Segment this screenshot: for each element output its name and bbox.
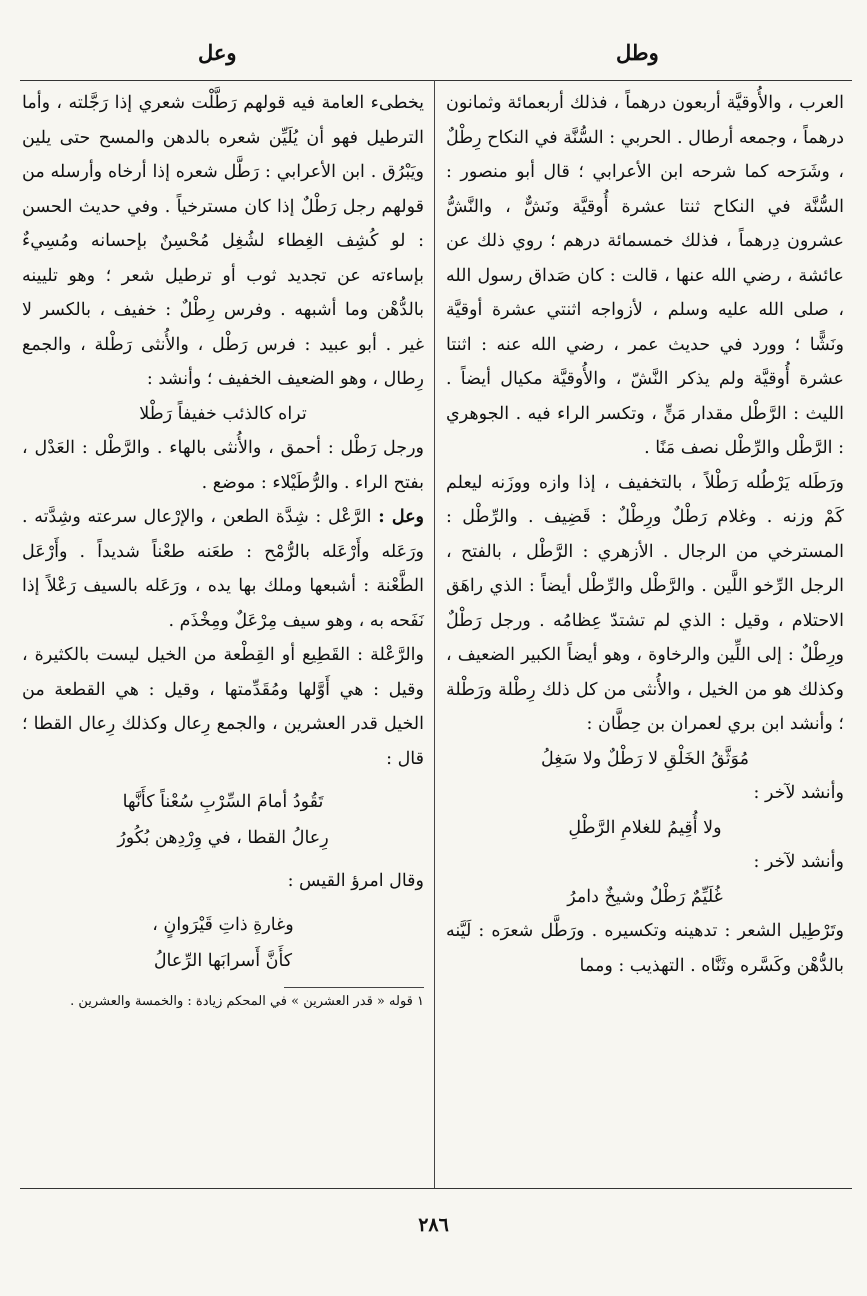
verse: ولا أُقِيمُ للغلامِ الرَّطْلِ <box>568 817 722 838</box>
paragraph: وقال امرؤ القيس : <box>287 871 424 891</box>
paragraph: ورجل رَطْل : أحمق ، والأُنثى بالهاء . والرَّطْل : العَدْل ، بفتح الراء . والرُّطَيْلاء : موضع . <box>22 438 424 493</box>
verse-line: وغارةِ ذاتِ قَيْرَوانٍ ، <box>152 914 294 935</box>
paragraph: وتَرْطِيل الشعر : تدهينه وتكسيره . ورَطَّل شعرَه : لَيَّنه بالدُّهْن وكَسَّره وثَنَّاه . التهذيب : ومما <box>446 921 844 976</box>
paragraph: العرب ، والأُوقيَّة أربعون درهماً ، فذلك أربعمائة وثمانون درهماً ، وجمعه أرطال . الحربي : السُّنَّة في النكاح رِطْلٌ ، وشَرَحه كما شرحه ابن الأعرابي ؛ قال أبو منصور : السُّنَّة في النكاح ثنتا عشرة أُوقيَّة ونَشٌّ ، والنَّشُّ عشرون دِرهماً ، فذلك خمسمائة درهم ؛ روي ذلك عن عائشة ، رضي الله عنها ، قالت : كان صَداق رسول الله ، صلى الله عليه وسلم ، لأزواجه اثنتي عشرة أوقيَّة ونَشًّا ؛ وورد في حديث عمر ، رضي الله عنه : اثنتا عشرة أُوقيَّة ولم يذكر النَّشّ ، والأُوقيَّة مكيال أيضاً . الليث : الرَّطْل مقدار مَنٍّ ، وتكسر الراء فيه . الجوهري : الرَّطْل والرِّطْل نصف مَنًا . <box>446 93 844 458</box>
paragraph: ورَطَله يَرْطُله رَطْلاً ، بالتخفيف ، إذا وازه ووزَنه ليعلم كَمْ وزنه . وغلام رَطْلٌ ورِطْلٌ : قَضِيف . والرِّطْل : المسترخي من الرجال . الأزهري : الرَّطْل ، بالفتح ، الرجل الرِّخو اللَّين . والرَّطْل والرِّطْل أيضاً : الذي راهَق الاحتلام ، وقيل : الذي لم تشتدّ عِظامُه . ورجل رَطْلٌ ورِطْلٌ : إلى اللِّين والرخاوة ، وهو أيضاً الكبير الضعيف ، وكذلك هو من الخيل ، والأُنثى من كل ذلك رِطْلة ورَطْلة ؛ وأنشد ابن بري لعمران بن حِطَّان : <box>446 472 844 734</box>
column-divider <box>434 80 435 1188</box>
verse-line: كأَنَّ أَسرابَها الرِّعالُ <box>153 950 293 971</box>
verse: مُوَثَّقُ الخَلْقِ لا رَطْلٌ ولا سَغِلُ <box>541 748 749 769</box>
header-left-word: وعل <box>198 40 237 65</box>
entry-head: وعل : <box>378 507 424 527</box>
verse: غُلَيِّمٌ رَطْلٌ وشيخٌ دامرُ <box>567 886 723 907</box>
verse-couplet <box>22 784 424 856</box>
top-rule <box>20 80 852 81</box>
footnote: ١ قوله « قدر العشرين » في المحكم زيادة : والخمسة والعشرين . <box>70 993 424 1009</box>
left-column <box>22 86 424 1012</box>
verse-line: رِعالُ القطا ، في وِرْدِهن بُكُورُ <box>117 828 329 848</box>
right-column <box>446 86 844 983</box>
verse: تراه كالذئب خفيفاً رَطْلا <box>139 403 307 424</box>
header-right-word: وطل <box>616 40 659 65</box>
paragraph: والرَّعْلة : القَطِيع أو القِطْعة من الخيل ليست بالكثيرة ، وقيل : هي أَوَّلها ومُقَدِّمتها ، وقيل : هي القطعة من الخيل قدر العشرين ، والجمع رِعال وكذلك رِعال القطا ؛ قال : <box>22 645 424 769</box>
paragraph: وأنشد لآخر : <box>753 852 844 872</box>
footnote-rule <box>284 987 424 988</box>
verse-couplet <box>22 907 424 979</box>
entry-paragraph <box>22 500 424 638</box>
paragraph: وأنشد لآخر : <box>753 783 844 803</box>
entry-text: الرَّعْل : شِدَّة الطعن ، والإرْعال سرعته وشِدَّته . ورَعَله وأَرْعَله بالرُّمْح : طعَنه طعْناً شديداً . وأَرْعَل الطَّعْنة : أشبعها وملك بها يده ، ورَعَله بالسيف رَعْلاً إذا نَفَحه به ، وهو سيف مِرْعَلٌ ومِخْذَم . <box>22 507 424 631</box>
paragraph: يخطىء العامة فيه قولهم رَطَّلْت شعري إذا رَجَّلته ، وأما الترطيل فهو أن يُلَيِّن شعره بالدهن والمسح حتى يلين ويَبْرُق . ابن الأعرابي : رَطَّل شعره إذا أرخاه وأرسله من قولهم رجل رَطْلٌ إذا كان مسترخياً . وفي حديث الحسن : لو كُشِف الغِطاء لشُغِل مُحْسِنٌ بإحسانه ومُسِيءٌ بإساءته عن تجديد ثوب أو ترطيل شعر ؛ وهو تليينه بالدُّهْن وما أشبهه . وفرس رِطْلٌ : خفيف ، بالكسر لا غير . أبو عبيد : فرس رَطْل ، والأُنثى رَطْلة ، والجمع رِطال ، وهو الضعيف الخفيف ؛ وأنشد : <box>22 93 424 389</box>
verse-line: تَقُودُ أمامَ السِّرْبِ سُعْناً كأَنَّها <box>122 792 324 812</box>
page-number: ٢٨٦ <box>418 1214 449 1236</box>
bottom-rule <box>20 1188 852 1189</box>
